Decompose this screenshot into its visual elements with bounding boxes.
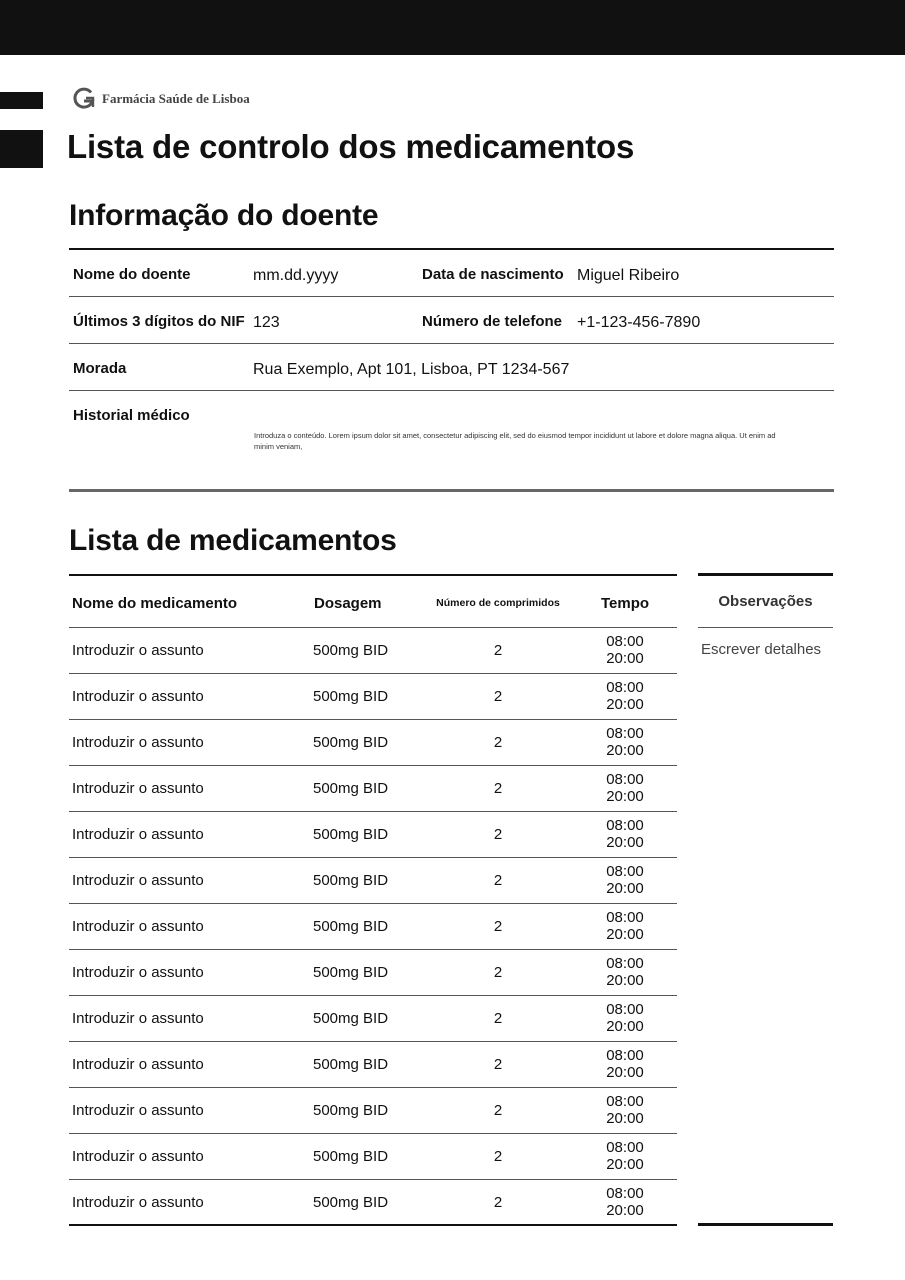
medication-dose[interactable]: 500mg BID — [313, 918, 389, 935]
dose-times[interactable] — [579, 1047, 671, 1081]
dose-times[interactable] — [579, 817, 671, 851]
morning-time: 08:00 — [606, 1047, 644, 1064]
address-value: Rua Exemplo, Apt 101, Lisboa, PT 1234-567 — [253, 361, 570, 378]
medication-table — [69, 574, 677, 1226]
document-title: Lista de controlo dos medicamentos — [67, 128, 635, 165]
dose-times[interactable] — [579, 863, 671, 897]
evening-time: 20:00 — [606, 880, 644, 897]
medication-name[interactable]: Introduzir o assunto — [72, 1102, 204, 1119]
medication-dose[interactable]: 500mg BID — [313, 780, 389, 797]
nif-value: 123 — [253, 314, 280, 331]
birth-date-value: Miguel Ribeiro — [577, 267, 680, 284]
medication-dose[interactable]: 500mg BID — [313, 826, 389, 843]
dose-times[interactable] — [579, 725, 671, 759]
morning-time: 08:00 — [606, 1001, 644, 1018]
phone-label: Número de telefone — [422, 313, 563, 330]
medication-name[interactable]: Introduzir o assunto — [72, 734, 204, 751]
brand-name: Farmácia Saúde de Lisboa — [102, 91, 250, 106]
medication-dose[interactable]: 500mg BID — [313, 1194, 389, 1211]
table-row — [69, 858, 677, 904]
morning-time: 08:00 — [606, 771, 644, 788]
tablet-count[interactable]: 2 — [493, 642, 503, 659]
medication-dose[interactable]: 500mg BID — [313, 688, 389, 705]
dose-times[interactable] — [579, 955, 671, 989]
dose-times[interactable] — [579, 771, 671, 805]
dose-times[interactable] — [579, 1185, 671, 1219]
medication-name[interactable]: Introduzir o assunto — [72, 918, 204, 935]
table-header — [69, 576, 677, 628]
brand — [72, 86, 250, 112]
tablet-count[interactable]: 2 — [493, 1056, 503, 1073]
medication-dose[interactable]: 500mg BID — [313, 1010, 389, 1027]
evening-time: 20:00 — [606, 926, 644, 943]
column-header: Número de comprimidos — [436, 597, 560, 609]
divider — [698, 1223, 833, 1226]
table-row — [69, 1042, 677, 1088]
side-accent-bar — [0, 92, 43, 109]
tablet-count[interactable]: 2 — [493, 872, 503, 889]
table-body — [69, 628, 677, 1226]
evening-time: 20:00 — [606, 650, 644, 667]
medication-dose[interactable]: 500mg BID — [313, 964, 389, 981]
medication-name[interactable]: Introduzir o assunto — [72, 1056, 204, 1073]
morning-time: 08:00 — [606, 817, 644, 834]
patient-name-label: Nome do doente — [73, 266, 191, 283]
table-row — [69, 812, 677, 858]
dose-times[interactable] — [579, 1001, 671, 1035]
evening-time: 20:00 — [606, 1064, 644, 1081]
medication-dose[interactable]: 500mg BID — [313, 872, 389, 889]
table-row — [69, 1180, 677, 1226]
medication-name[interactable]: Introduzir o assunto — [72, 688, 204, 705]
observations-field[interactable]: Escrever detalhes — [701, 641, 822, 658]
morning-time: 08:00 — [606, 1139, 644, 1156]
tablet-count[interactable]: 2 — [493, 734, 503, 751]
history-text: Introduza o conteúdo. Lorem ipsum dolor sit amet, consectetur adipiscing elit, sed do eiusmod tempor incididunt ut labore et dolore magna aliqua. Ut enim ad minim veniam, — [254, 431, 776, 451]
evening-time: 20:00 — [606, 788, 644, 805]
medication-dose[interactable]: 500mg BID — [313, 734, 389, 751]
dose-times[interactable] — [579, 909, 671, 943]
info-row — [69, 297, 834, 344]
evening-time: 20:00 — [606, 696, 644, 713]
patient-section-title: Informação do doente — [69, 199, 379, 232]
birth-date-label: Data de nascimento — [422, 266, 564, 283]
medication-dose[interactable]: 500mg BID — [313, 1148, 389, 1165]
morning-time: 08:00 — [606, 1185, 644, 1202]
dose-times[interactable] — [579, 1139, 671, 1173]
address-label: Morada — [73, 360, 127, 377]
divider — [698, 627, 833, 628]
phone-value: +1-123-456-7890 — [577, 314, 701, 331]
evening-time: 20:00 — [606, 1202, 644, 1219]
patient-name-value: mm.dd.yyyy — [253, 267, 339, 284]
table-row — [69, 904, 677, 950]
dose-times[interactable] — [579, 679, 671, 713]
medication-section-title: Lista de medicamentos — [69, 524, 397, 557]
morning-time: 08:00 — [606, 955, 644, 972]
divider — [698, 573, 833, 576]
medication-name[interactable]: Introduzir o assunto — [72, 780, 204, 797]
tablet-count[interactable]: 2 — [493, 1010, 503, 1027]
column-header: Tempo — [600, 595, 650, 612]
dose-times[interactable] — [579, 1093, 671, 1127]
dose-times[interactable] — [579, 633, 671, 667]
table-row — [69, 996, 677, 1042]
morning-time: 08:00 — [606, 679, 644, 696]
table-row — [69, 1088, 677, 1134]
evening-time: 20:00 — [606, 1018, 644, 1035]
tablet-count[interactable]: 2 — [493, 1102, 503, 1119]
tablet-count[interactable]: 2 — [493, 780, 503, 797]
pharmacy-g-logo-icon — [72, 87, 96, 111]
evening-time: 20:00 — [606, 834, 644, 851]
table-row — [69, 1134, 677, 1180]
evening-time: 20:00 — [606, 1110, 644, 1127]
evening-time: 20:00 — [606, 742, 644, 759]
top-banner — [0, 0, 905, 55]
morning-time: 08:00 — [606, 725, 644, 742]
evening-time: 20:00 — [606, 1156, 644, 1173]
morning-time: 08:00 — [606, 633, 644, 650]
tablet-count[interactable]: 2 — [493, 1148, 503, 1165]
tablet-count[interactable]: 2 — [493, 826, 503, 843]
evening-time: 20:00 — [606, 972, 644, 989]
medication-name[interactable]: Introduzir o assunto — [72, 642, 204, 659]
info-row — [69, 391, 834, 492]
medication-dose[interactable]: 500mg BID — [313, 642, 389, 659]
morning-time: 08:00 — [606, 909, 644, 926]
table-row — [69, 950, 677, 996]
nif-label: Últimos 3 dígitos do NIF — [73, 313, 245, 330]
morning-time: 08:00 — [606, 863, 644, 880]
table-row — [69, 628, 677, 674]
medication-name[interactable]: Introduzir o assunto — [72, 964, 204, 981]
medication-name[interactable]: Introduzir o assunto — [72, 826, 204, 843]
info-row — [69, 344, 834, 391]
info-row — [69, 250, 834, 297]
medication-name[interactable]: Introduzir o assunto — [72, 1010, 204, 1027]
tablet-count[interactable]: 2 — [493, 918, 503, 935]
column-header: Nome do medicamento — [72, 595, 238, 612]
table-row — [69, 766, 677, 812]
morning-time: 08:00 — [606, 1093, 644, 1110]
table-row — [69, 720, 677, 766]
observations-title: Observações — [718, 593, 813, 610]
medication-dose[interactable]: 500mg BID — [313, 1102, 389, 1119]
tablet-count[interactable]: 2 — [493, 964, 503, 981]
patient-info-table — [69, 248, 834, 492]
tablet-count[interactable]: 2 — [493, 1194, 503, 1211]
column-header: Dosagem — [314, 595, 382, 612]
table-row — [69, 674, 677, 720]
side-accent-bar — [0, 130, 43, 168]
history-label: Historial médico — [73, 407, 190, 424]
medication-name[interactable]: Introduzir o assunto — [72, 1148, 204, 1165]
medication-dose[interactable]: 500mg BID — [313, 1056, 389, 1073]
medication-name[interactable]: Introduzir o assunto — [72, 1194, 204, 1211]
tablet-count[interactable]: 2 — [493, 688, 503, 705]
medication-name[interactable]: Introduzir o assunto — [72, 872, 204, 889]
